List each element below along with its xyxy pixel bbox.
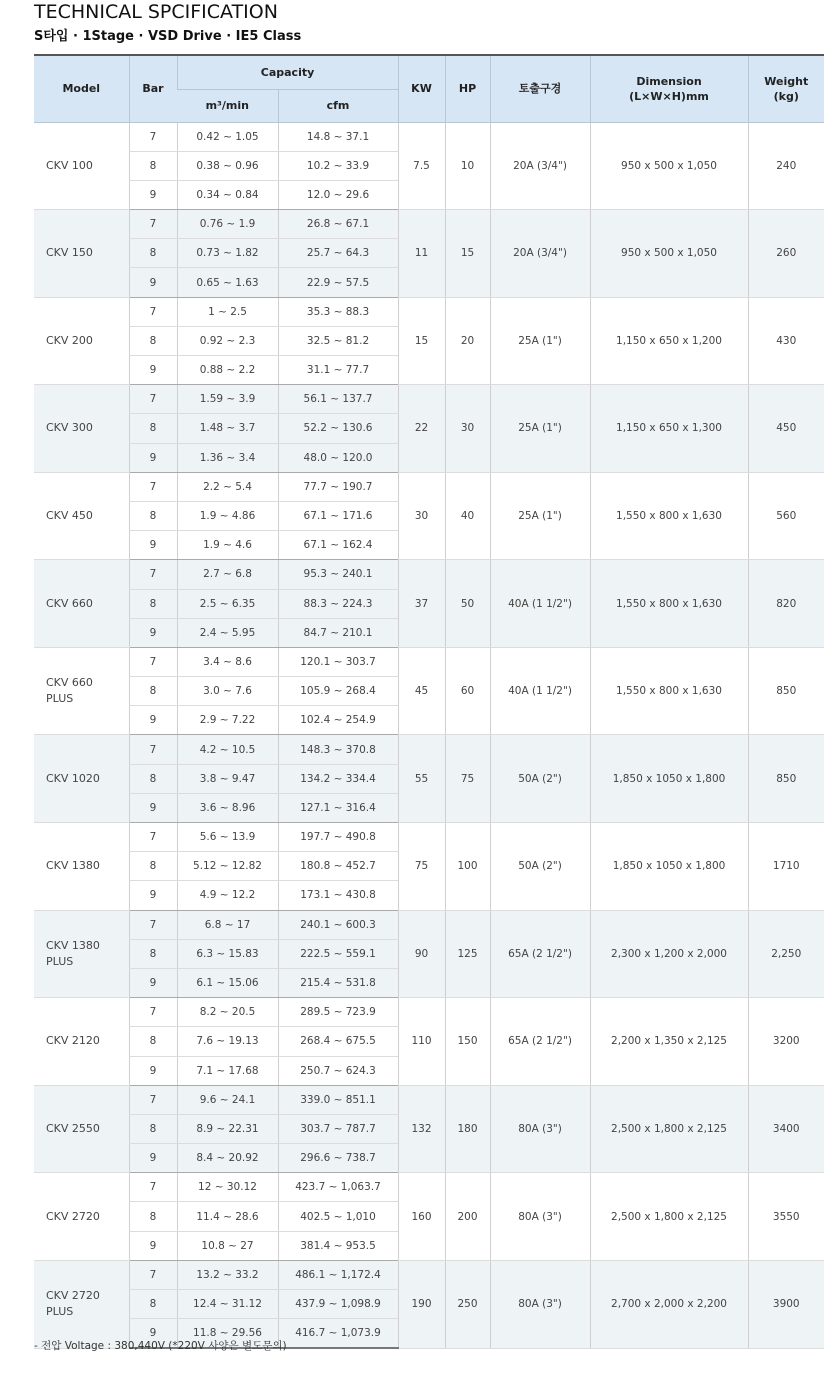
bar-cell: 8 [129, 764, 177, 793]
bar-cell: 7 [129, 735, 177, 764]
page-subtitle: S타입 · 1Stage · VSD Drive · IE5 Class [34, 29, 302, 44]
bar-cell: 7 [129, 1173, 177, 1202]
bar-cell: 9 [129, 1231, 177, 1260]
kw-cell: 37 [398, 560, 445, 648]
model-name-line: CKV 1380 [46, 859, 100, 873]
model-name-line: CKV 450 [46, 509, 93, 523]
outlet-cell: 20A (3/4") [490, 122, 590, 210]
bar-cell: 8 [129, 414, 177, 443]
kw-cell: 22 [398, 385, 445, 473]
model-name-line: PLUS [46, 1305, 74, 1319]
outlet-cell: 50A (2") [490, 735, 590, 823]
kw-cell: 75 [398, 823, 445, 911]
kw-cell: 11 [398, 210, 445, 298]
model-name-line: CKV 2550 [46, 1121, 100, 1135]
hp-cell: 30 [445, 385, 490, 473]
cfm-cell: 120.1 ~ 303.7 [278, 647, 398, 676]
cfm-cell: 88.3 ~ 224.3 [278, 589, 398, 618]
m3-min-cell: 0.34 ~ 0.84 [177, 180, 278, 209]
table-row [34, 560, 824, 589]
m3-min-cell: 4.9 ~ 12.2 [177, 881, 278, 910]
model-name-line: CKV 2720 [46, 1289, 100, 1303]
table-row [34, 122, 824, 151]
cfm-cell: 402.5 ~ 1,010 [278, 1202, 398, 1231]
table-row [34, 210, 824, 239]
m3-min-cell: 0.76 ~ 1.9 [177, 210, 278, 239]
model-name-line: CKV 1380 [46, 938, 100, 952]
header-model: Model [34, 55, 129, 122]
dimension-cell: 2,700 x 2,000 x 2,200 [590, 1260, 748, 1348]
weight-cell: 450 [748, 385, 824, 473]
cfm-cell: 52.2 ~ 130.6 [278, 414, 398, 443]
weight-cell: 850 [748, 735, 824, 823]
table-row [34, 385, 824, 414]
weight-cell: 560 [748, 472, 824, 560]
model-name-line: CKV 2120 [46, 1034, 100, 1048]
m3-min-cell: 0.42 ~ 1.05 [177, 122, 278, 151]
model-group [34, 297, 824, 385]
cfm-cell: 31.1 ~ 77.7 [278, 356, 398, 385]
m3-min-cell: 1.9 ~ 4.86 [177, 501, 278, 530]
cfm-cell: 22.9 ~ 57.5 [278, 268, 398, 297]
model-group [34, 823, 824, 911]
model-name-line: CKV 100 [46, 158, 93, 172]
cfm-cell: 197.7 ~ 490.8 [278, 823, 398, 852]
m3-min-cell: 4.2 ~ 10.5 [177, 735, 278, 764]
table-row [34, 1173, 824, 1202]
cfm-cell: 148.3 ~ 370.8 [278, 735, 398, 764]
m3-min-cell: 2.2 ~ 5.4 [177, 472, 278, 501]
header-outlet: 토출구경 [490, 55, 590, 122]
bar-cell: 8 [129, 1114, 177, 1143]
m3-min-cell: 2.7 ~ 6.8 [177, 560, 278, 589]
hp-cell: 20 [445, 297, 490, 385]
m3-min-cell: 3.8 ~ 9.47 [177, 764, 278, 793]
m3-min-cell: 12.4 ~ 31.12 [177, 1290, 278, 1319]
weight-cell: 260 [748, 210, 824, 298]
outlet-cell: 25A (1") [490, 385, 590, 473]
table-row [34, 1085, 824, 1114]
bar-cell: 9 [129, 706, 177, 735]
header-cfm: cfm [278, 89, 398, 122]
m3-min-cell: 1 ~ 2.5 [177, 297, 278, 326]
bar-cell: 7 [129, 122, 177, 151]
model-group [34, 735, 824, 823]
m3-min-cell: 8.4 ~ 20.92 [177, 1144, 278, 1173]
bar-cell: 9 [129, 881, 177, 910]
kw-cell: 7.5 [398, 122, 445, 210]
header-weight [748, 55, 824, 122]
kw-cell: 30 [398, 472, 445, 560]
m3-min-cell: 8.9 ~ 22.31 [177, 1114, 278, 1143]
m3-min-cell: 11.4 ~ 28.6 [177, 1202, 278, 1231]
kw-cell: 132 [398, 1085, 445, 1173]
model-cell [34, 1260, 129, 1348]
kw-cell: 110 [398, 998, 445, 1086]
bar-cell: 8 [129, 1027, 177, 1056]
bar-cell: 9 [129, 531, 177, 560]
m3-min-cell: 6.3 ~ 15.83 [177, 939, 278, 968]
cfm-cell: 10.2 ~ 33.9 [278, 151, 398, 180]
outlet-cell: 65A (2 1/2") [490, 910, 590, 998]
model-name-line: CKV 200 [46, 333, 93, 347]
bar-cell: 8 [129, 151, 177, 180]
dimension-cell: 1,850 x 1050 x 1,800 [590, 823, 748, 911]
hp-cell: 150 [445, 998, 490, 1086]
hp-cell: 60 [445, 647, 490, 735]
model-cell [34, 998, 129, 1086]
hp-cell: 250 [445, 1260, 490, 1348]
hp-cell: 10 [445, 122, 490, 210]
outlet-cell: 65A (2 1/2") [490, 998, 590, 1086]
table-header [34, 55, 824, 122]
model-group [34, 1085, 824, 1173]
dimension-cell: 2,200 x 1,350 x 2,125 [590, 998, 748, 1086]
cfm-cell: 222.5 ~ 559.1 [278, 939, 398, 968]
m3-min-cell: 2.5 ~ 6.35 [177, 589, 278, 618]
kw-cell: 45 [398, 647, 445, 735]
dimension-cell: 1,550 x 800 x 1,630 [590, 647, 748, 735]
cfm-cell: 25.7 ~ 64.3 [278, 239, 398, 268]
bar-cell: 7 [129, 560, 177, 589]
bar-cell: 7 [129, 647, 177, 676]
dimension-cell: 1,150 x 650 x 1,200 [590, 297, 748, 385]
weight-cell: 1710 [748, 823, 824, 911]
model-group [34, 472, 824, 560]
header-dimension-line2: (L×W×H)mm [629, 89, 709, 103]
cfm-cell: 296.6 ~ 738.7 [278, 1144, 398, 1173]
cfm-cell: 67.1 ~ 162.4 [278, 531, 398, 560]
bar-cell: 7 [129, 297, 177, 326]
m3-min-cell: 0.88 ~ 2.2 [177, 356, 278, 385]
model-cell [34, 1173, 129, 1261]
kw-cell: 55 [398, 735, 445, 823]
weight-cell: 820 [748, 560, 824, 648]
table-row [34, 297, 824, 326]
hp-cell: 50 [445, 560, 490, 648]
hp-cell: 180 [445, 1085, 490, 1173]
m3-min-cell: 6.8 ~ 17 [177, 910, 278, 939]
header-m3-min: m³/min [177, 89, 278, 122]
bar-cell: 7 [129, 1260, 177, 1289]
table-row [34, 647, 824, 676]
m3-min-cell: 0.92 ~ 2.3 [177, 326, 278, 355]
model-cell [34, 823, 129, 911]
cfm-cell: 26.8 ~ 67.1 [278, 210, 398, 239]
header-weight-line1: Weight [764, 74, 809, 88]
kw-cell: 160 [398, 1173, 445, 1261]
dimension-cell: 1,150 x 650 x 1,300 [590, 385, 748, 473]
model-cell [34, 910, 129, 998]
bar-cell: 9 [129, 356, 177, 385]
bar-cell: 9 [129, 1056, 177, 1085]
bar-cell: 8 [129, 239, 177, 268]
header-dimension-line1: Dimension [636, 74, 702, 88]
m3-min-cell: 9.6 ~ 24.1 [177, 1085, 278, 1114]
m3-min-cell: 12 ~ 30.12 [177, 1173, 278, 1202]
outlet-cell: 25A (1") [490, 472, 590, 560]
cfm-cell: 77.7 ~ 190.7 [278, 472, 398, 501]
spec-table [34, 54, 824, 1349]
table-row [34, 910, 824, 939]
cfm-cell: 250.7 ~ 624.3 [278, 1056, 398, 1085]
model-name-line: CKV 660 [46, 676, 93, 690]
outlet-cell: 80A (3") [490, 1260, 590, 1348]
model-cell [34, 122, 129, 210]
weight-cell: 3550 [748, 1173, 824, 1261]
kw-cell: 90 [398, 910, 445, 998]
header-weight-line2: (kg) [773, 89, 799, 103]
m3-min-cell: 1.9 ~ 4.6 [177, 531, 278, 560]
bar-cell: 9 [129, 968, 177, 997]
hp-cell: 100 [445, 823, 490, 911]
header-capacity: Capacity [177, 55, 398, 89]
bar-cell: 9 [129, 180, 177, 209]
cfm-cell: 12.0 ~ 29.6 [278, 180, 398, 209]
model-group [34, 998, 824, 1086]
bar-cell: 8 [129, 589, 177, 618]
model-cell [34, 647, 129, 735]
model-cell [34, 385, 129, 473]
bar-cell: 7 [129, 1085, 177, 1114]
bar-cell: 9 [129, 268, 177, 297]
weight-cell: 850 [748, 647, 824, 735]
bar-cell: 7 [129, 385, 177, 414]
bar-cell: 8 [129, 1290, 177, 1319]
cfm-cell: 486.1 ~ 1,172.4 [278, 1260, 398, 1289]
cfm-cell: 173.1 ~ 430.8 [278, 881, 398, 910]
m3-min-cell: 3.4 ~ 8.6 [177, 647, 278, 676]
dimension-cell: 1,550 x 800 x 1,630 [590, 472, 748, 560]
model-cell [34, 560, 129, 648]
model-name-line: PLUS [46, 692, 74, 706]
cfm-cell: 35.3 ~ 88.3 [278, 297, 398, 326]
model-group [34, 560, 824, 648]
bar-cell: 7 [129, 910, 177, 939]
cfm-cell: 56.1 ~ 137.7 [278, 385, 398, 414]
model-name-line: CKV 660 [46, 596, 93, 610]
cfm-cell: 67.1 ~ 171.6 [278, 501, 398, 530]
cfm-cell: 127.1 ~ 316.4 [278, 793, 398, 822]
bar-cell: 9 [129, 1144, 177, 1173]
bar-cell: 7 [129, 210, 177, 239]
bar-cell: 8 [129, 501, 177, 530]
cfm-cell: 303.7 ~ 787.7 [278, 1114, 398, 1143]
cfm-cell: 95.3 ~ 240.1 [278, 560, 398, 589]
bar-cell: 7 [129, 998, 177, 1027]
model-group [34, 1260, 824, 1348]
bar-cell: 9 [129, 618, 177, 647]
cfm-cell: 289.5 ~ 723.9 [278, 998, 398, 1027]
model-group [34, 210, 824, 298]
weight-cell: 3200 [748, 998, 824, 1086]
m3-min-cell: 7.1 ~ 17.68 [177, 1056, 278, 1085]
bar-cell: 9 [129, 793, 177, 822]
m3-min-cell: 11.8 ~ 29.56 [177, 1319, 278, 1349]
outlet-cell: 40A (1 1/2") [490, 560, 590, 648]
outlet-cell: 25A (1") [490, 297, 590, 385]
bar-cell: 9 [129, 1319, 177, 1349]
m3-min-cell: 8.2 ~ 20.5 [177, 998, 278, 1027]
m3-min-cell: 2.4 ~ 5.95 [177, 618, 278, 647]
kw-cell: 15 [398, 297, 445, 385]
model-group [34, 910, 824, 998]
cfm-cell: 437.9 ~ 1,098.9 [278, 1290, 398, 1319]
table-row [34, 823, 824, 852]
table-row [34, 998, 824, 1027]
bar-cell: 8 [129, 852, 177, 881]
dimension-cell: 950 x 500 x 1,050 [590, 122, 748, 210]
m3-min-cell: 1.36 ~ 3.4 [177, 443, 278, 472]
cfm-cell: 14.8 ~ 37.1 [278, 122, 398, 151]
weight-cell: 430 [748, 297, 824, 385]
cfm-cell: 32.5 ~ 81.2 [278, 326, 398, 355]
bar-cell: 8 [129, 1202, 177, 1231]
cfm-cell: 240.1 ~ 600.3 [278, 910, 398, 939]
cfm-cell: 102.4 ~ 254.9 [278, 706, 398, 735]
outlet-cell: 40A (1 1/2") [490, 647, 590, 735]
dimension-cell: 1,850 x 1050 x 1,800 [590, 735, 748, 823]
table-row [34, 1260, 824, 1289]
bar-cell: 8 [129, 326, 177, 355]
cfm-cell: 105.9 ~ 268.4 [278, 677, 398, 706]
m3-min-cell: 0.38 ~ 0.96 [177, 151, 278, 180]
bar-cell: 7 [129, 472, 177, 501]
cfm-cell: 215.4 ~ 531.8 [278, 968, 398, 997]
hp-cell: 125 [445, 910, 490, 998]
cfm-cell: 134.2 ~ 334.4 [278, 764, 398, 793]
bar-cell: 8 [129, 677, 177, 706]
model-name-line: CKV 1020 [46, 771, 100, 785]
m3-min-cell: 5.6 ~ 13.9 [177, 823, 278, 852]
weight-cell: 3900 [748, 1260, 824, 1348]
m3-min-cell: 1.59 ~ 3.9 [177, 385, 278, 414]
model-group [34, 647, 824, 735]
bar-cell: 8 [129, 939, 177, 968]
m3-min-cell: 1.48 ~ 3.7 [177, 414, 278, 443]
header-kw: KW [398, 55, 445, 122]
m3-min-cell: 6.1 ~ 15.06 [177, 968, 278, 997]
m3-min-cell: 2.9 ~ 7.22 [177, 706, 278, 735]
model-cell [34, 1085, 129, 1173]
outlet-cell: 50A (2") [490, 823, 590, 911]
header-hp: HP [445, 55, 490, 122]
dimension-cell: 2,300 x 1,200 x 2,000 [590, 910, 748, 998]
m3-min-cell: 0.65 ~ 1.63 [177, 268, 278, 297]
m3-min-cell: 7.6 ~ 19.13 [177, 1027, 278, 1056]
bar-cell: 7 [129, 823, 177, 852]
m3-min-cell: 5.12 ~ 12.82 [177, 852, 278, 881]
cfm-cell: 423.7 ~ 1,063.7 [278, 1173, 398, 1202]
m3-min-cell: 3.6 ~ 8.96 [177, 793, 278, 822]
model-cell [34, 472, 129, 560]
header-bar: Bar [129, 55, 177, 122]
outlet-cell: 20A (3/4") [490, 210, 590, 298]
dimension-cell: 950 x 500 x 1,050 [590, 210, 748, 298]
hp-cell: 200 [445, 1173, 490, 1261]
weight-cell: 240 [748, 122, 824, 210]
bar-cell: 9 [129, 443, 177, 472]
cfm-cell: 180.8 ~ 452.7 [278, 852, 398, 881]
weight-cell: 3400 [748, 1085, 824, 1173]
table-row [34, 735, 824, 764]
cfm-cell: 416.7 ~ 1,073.9 [278, 1319, 398, 1349]
m3-min-cell: 13.2 ~ 33.2 [177, 1260, 278, 1289]
dimension-cell: 2,500 x 1,800 x 2,125 [590, 1085, 748, 1173]
voltage-note: - 전압 Voltage : 380,440V (*220V 사양은 별도문의) [34, 1340, 287, 1352]
model-cell [34, 735, 129, 823]
header-dimension [590, 55, 748, 122]
dimension-cell: 1,550 x 800 x 1,630 [590, 560, 748, 648]
weight-cell: 2,250 [748, 910, 824, 998]
outlet-cell: 80A (3") [490, 1085, 590, 1173]
m3-min-cell: 10.8 ~ 27 [177, 1231, 278, 1260]
cfm-cell: 84.7 ~ 210.1 [278, 618, 398, 647]
model-group [34, 122, 824, 210]
hp-cell: 75 [445, 735, 490, 823]
table-row [34, 472, 824, 501]
m3-min-cell: 0.73 ~ 1.82 [177, 239, 278, 268]
model-name-line: PLUS [46, 954, 74, 968]
dimension-cell: 2,500 x 1,800 x 2,125 [590, 1173, 748, 1261]
model-group [34, 385, 824, 473]
hp-cell: 15 [445, 210, 490, 298]
model-name-line: CKV 150 [46, 246, 93, 260]
cfm-cell: 48.0 ~ 120.0 [278, 443, 398, 472]
model-cell [34, 297, 129, 385]
kw-cell: 190 [398, 1260, 445, 1348]
model-group [34, 1173, 824, 1261]
cfm-cell: 381.4 ~ 953.5 [278, 1231, 398, 1260]
model-name-line: CKV 300 [46, 421, 93, 435]
page-title: TECHNICAL SPCIFICATION [34, 1, 278, 23]
hp-cell: 40 [445, 472, 490, 560]
cfm-cell: 339.0 ~ 851.1 [278, 1085, 398, 1114]
outlet-cell: 80A (3") [490, 1173, 590, 1261]
model-cell [34, 210, 129, 298]
cfm-cell: 268.4 ~ 675.5 [278, 1027, 398, 1056]
m3-min-cell: 3.0 ~ 7.6 [177, 677, 278, 706]
model-name-line: CKV 2720 [46, 1209, 100, 1223]
